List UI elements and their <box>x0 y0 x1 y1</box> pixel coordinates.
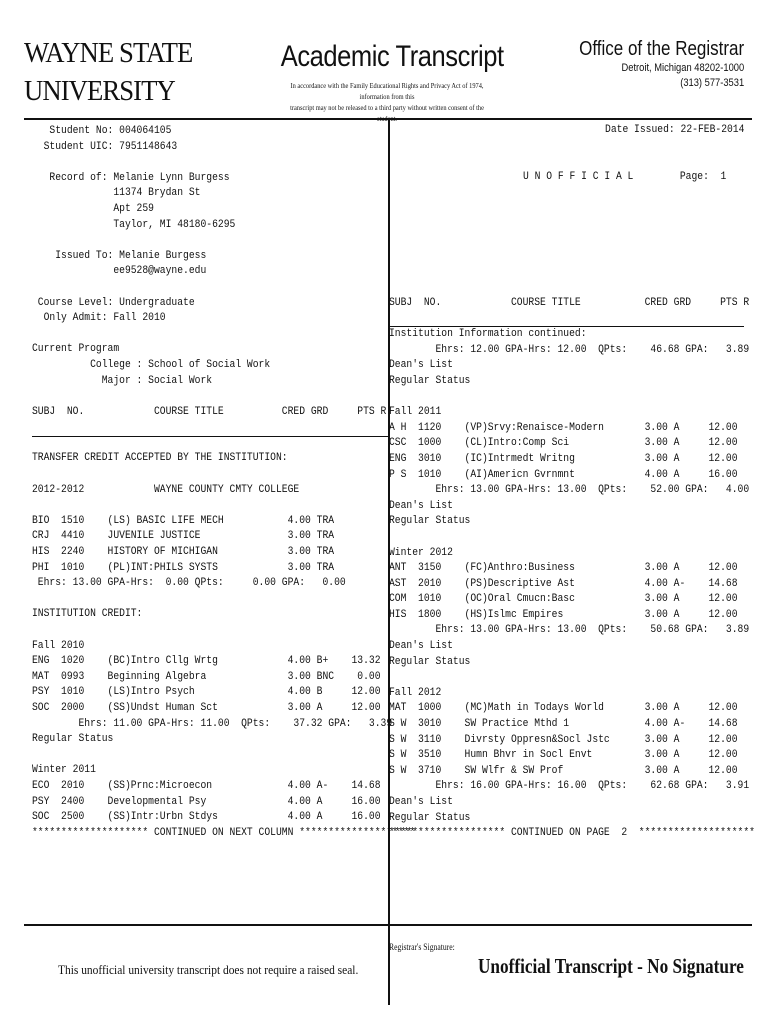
left-column-line <box>32 592 415 608</box>
right-column-line: Regular Status <box>389 515 471 528</box>
right-column-line: Dean's List <box>389 796 453 808</box>
right-column-line <box>389 312 755 328</box>
left-column <box>32 124 415 841</box>
left-column-line: Apt 259 <box>32 202 154 215</box>
right-column-line: Dean's List <box>389 640 453 653</box>
left-column-line: Ehrs: 13.00 GPA-Hrs: 0.00 QPts: 0.00 GPA: 0.00 <box>32 577 346 590</box>
signature-text: Unofficial Transcript - No Signature <box>478 954 744 978</box>
left-column-line: College : School of Social Work <box>32 358 271 371</box>
right-column-line: MAT 1000 (MC)Math in Todays World 3.00 A 12.00 <box>389 702 738 715</box>
unofficial-page-label: U N O F F I C I A L Page: 1 <box>523 171 727 183</box>
right-header-underline <box>389 326 744 327</box>
left-column-line: 2012-2012 WAYNE COUNTY CMTY COLLEGE <box>32 483 300 496</box>
left-column-line: SOC 2500 (SS)Intr:Urbn Stdys 4.00 A 16.00 <box>32 811 381 824</box>
seal-note: This unofficial university transcript does not require a raised seal. <box>58 962 359 977</box>
right-column-line: AST 2010 (PS)Descriptive Ast 4.00 A- 14.68 <box>389 577 738 590</box>
left-column-line: ENG 1020 (BC)Intro Cllg Wrtg 4.00 B+ 13.32 <box>32 655 381 668</box>
right-column-line: COM 1010 (OC)Oral Cmucn:Basc 3.00 A 12.00 <box>389 593 738 606</box>
right-column-line: A H 1120 (VP)Srvy:Renaisce-Modern 3.00 A 12.00 <box>389 421 738 434</box>
left-column-line <box>32 389 415 405</box>
left-column-line: Course Level: Undergraduate <box>32 296 195 309</box>
left-column-line: Record of: Melanie Lynn Burgess <box>32 171 230 184</box>
ferpa-line-1: In accordance with the Family Educational Rights and Privacy Act of 1974, information from this <box>290 81 484 101</box>
left-column-line: Taylor, MI 48180-6295 <box>32 218 236 231</box>
left-column-line: Regular Status <box>32 733 114 746</box>
left-column-line: Fall 2010 <box>32 639 85 652</box>
right-column <box>389 296 755 842</box>
university-logo <box>24 34 193 110</box>
right-column-line: Ehrs: 13.00 GPA-Hrs: 13.00 QPts: 50.68 GPA: 3.89 <box>389 624 750 637</box>
left-column-line <box>32 623 415 639</box>
registrar-block <box>550 38 744 91</box>
left-column-line: SOC 2000 (SS)Undst Human Sct 3.00 A 12.00 <box>32 701 381 714</box>
left-column-line: Only Admit: Fall 2010 <box>32 312 166 325</box>
left-column-line: MAT 0993 Beginning Algebra 3.00 BNC 0.00 <box>32 670 381 683</box>
registrar-phone: (313) 577-3531 <box>680 77 744 89</box>
left-header-underline <box>32 436 388 437</box>
right-column-line: Regular Status <box>389 655 471 668</box>
logo-line-1: WAYNE STATE <box>24 37 193 69</box>
left-column-line <box>32 233 415 249</box>
left-column-line: PSY 1010 (LS)Intro Psych 4.00 B 12.00 <box>32 686 381 699</box>
signature-label: Registrar's Signature: <box>389 942 455 952</box>
right-column-line: ENG 3010 (IC)Intrmedt Writng 3.00 A 12.00 <box>389 452 738 465</box>
left-column-line <box>32 498 415 514</box>
right-column-line: S W 3110 Divrsty Oppresn&Socl Jstc 3.00 A 12.00 <box>389 733 738 746</box>
registrar-city: Detroit, Michigan 48202-1000 <box>621 62 744 74</box>
right-column-line: ******************** CONTINUED ON PAGE 2 ******************** <box>389 827 755 840</box>
document-title: Academic Transcript <box>280 40 504 73</box>
left-column-line <box>32 436 415 452</box>
title-block <box>262 40 512 124</box>
left-column-line: INSTITUTION CREDIT: <box>32 608 143 621</box>
right-column-line <box>389 390 755 406</box>
left-column-line: Current Program <box>32 343 120 356</box>
footer-divider <box>24 924 752 926</box>
right-column-line <box>389 670 755 686</box>
left-column-line: PHI 1010 (PL)INT:PHILS SYSTS 3.00 TRA <box>32 561 335 574</box>
date-issued: Date Issued: 22-FEB-2014 <box>604 124 744 136</box>
right-column-line: P S 1010 (AI)Americn Gvrnmnt 4.00 A 16.00 <box>389 468 738 481</box>
left-column-line <box>32 327 415 343</box>
right-column-line: Ehrs: 16.00 GPA-Hrs: 16.00 QPts: 62.68 GPA: 3.91 <box>389 780 750 793</box>
left-column-line: ee9528@wayne.edu <box>32 265 207 278</box>
left-column-line: Ehrs: 11.00 GPA-Hrs: 11.00 QPts: 37.32 GPA: 3.39 <box>32 717 393 730</box>
left-column-line: CRJ 4410 JUVENILE JUSTICE 3.00 TRA <box>32 530 335 543</box>
right-column-line: HIS 1800 (HS)Islmc Empires 3.00 A 12.00 <box>389 608 738 621</box>
right-column-line: S W 3710 SW Wlfr & SW Prof 3.00 A 12.00 <box>389 764 738 777</box>
left-column-line: ******************** CONTINUED ON NEXT COLUMN ******************** <box>32 826 416 839</box>
left-column-line: Student No: 004064105 <box>32 125 172 137</box>
left-column-line: Student UIC: 7951148643 <box>32 140 178 153</box>
left-column-line <box>32 280 415 296</box>
left-column-line: TRANSFER CREDIT ACCEPTED BY THE INSTITUTION: <box>32 452 288 465</box>
logo-line-2: UNIVERSITY <box>24 75 175 107</box>
right-column-line: Regular Status <box>389 811 471 824</box>
left-column-line: BIO 1510 (LS) BASIC LIFE MECH 4.00 TRA <box>32 514 335 527</box>
right-column-line: SUBJ NO. COURSE TITLE CRED GRD PTS R <box>389 297 750 309</box>
right-column-line: Fall 2012 <box>389 686 442 699</box>
left-column-line: Major : Social Work <box>32 374 213 387</box>
left-column-line: PSY 2400 Developmental Psy 4.00 A 16.00 <box>32 795 381 808</box>
right-column-line: Dean's List <box>389 499 453 512</box>
left-column-line: ECO 2010 (SS)Prnc:Microecon 4.00 A- 14.68 <box>32 779 381 792</box>
left-column-line <box>32 467 415 483</box>
left-column-line: HIS 2240 HISTORY OF MICHIGAN 3.00 TRA <box>32 546 335 559</box>
right-column-line: ANT 3150 (FC)Anthro:Business 3.00 A 12.00 <box>389 562 738 575</box>
right-column-line: CSC 1000 (CL)Intro:Comp Sci 3.00 A 12.00 <box>389 437 738 450</box>
right-column-line: Ehrs: 13.00 GPA-Hrs: 13.00 QPts: 52.00 GPA: 4.00 <box>389 484 750 497</box>
left-column-line <box>32 155 415 171</box>
right-column-line: Institution Information continued: <box>389 328 587 341</box>
right-column-line: Regular Status <box>389 374 471 387</box>
right-column-line: Dean's List <box>389 359 453 372</box>
right-column-line: Winter 2012 <box>389 546 453 559</box>
right-column-line: S W 3510 Humn Bhvr in Socl Envt 3.00 A 12.00 <box>389 749 738 762</box>
left-column-line: Winter 2011 <box>32 764 96 777</box>
ferpa-line-2: transcript may not be released to a third party without written consent of the <box>290 103 484 112</box>
right-column-line: S W 3010 SW Practice Mthd 1 4.00 A- 14.68 <box>389 718 738 731</box>
right-column-line: Ehrs: 12.00 GPA-Hrs: 12.00 QPts: 46.68 GPA: 3.89 <box>389 343 750 356</box>
right-column-line: Fall 2011 <box>389 406 442 419</box>
right-column-line <box>389 530 755 546</box>
left-column-line: Issued To: Melanie Burgess <box>32 249 207 262</box>
left-column-line: SUBJ NO. COURSE TITLE CRED GRD PTS R <box>32 405 387 418</box>
registrar-office: Office of the Registrar <box>578 38 744 60</box>
left-column-line <box>32 420 415 436</box>
left-column-line: 11374 Brydan St <box>32 187 201 200</box>
left-column-line <box>32 748 415 764</box>
